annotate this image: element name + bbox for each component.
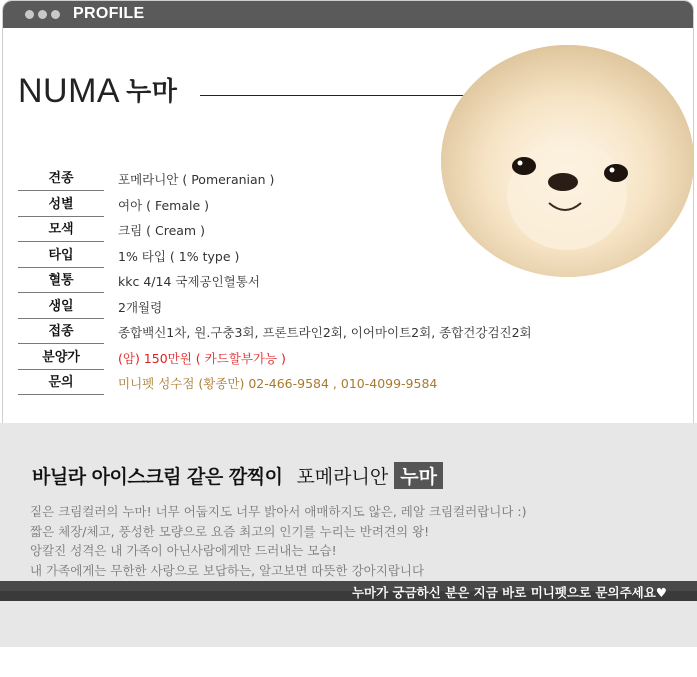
info-value: 크림 ( Cream ) — [118, 223, 205, 238]
info-value: kkc 4/14 국제공인혈통서 — [118, 274, 260, 289]
info-value: 포메라니안 ( Pomeranian ) — [118, 172, 275, 187]
info-row — [18, 296, 578, 322]
info-row — [18, 245, 578, 271]
header-label: PROFILE — [73, 5, 145, 22]
info-value: 여아 ( Female ) — [118, 197, 210, 213]
info-label: 생일 — [18, 296, 104, 319]
promo-headline-breed: 포메라니안 — [296, 466, 389, 488]
contact-banner — [0, 581, 697, 601]
info-value: 종합백신1차, 원.구충3회, 프론트라인2회, 이어마이트2회, 종합건강검진2회 — [118, 325, 532, 340]
info-label: 문의 — [18, 372, 104, 395]
promo-line: 앙칼진 성격은 내 가족이 아닌사람에게만 드러내는 모습! — [30, 543, 337, 559]
info-row — [18, 321, 578, 347]
dot-icon — [38, 10, 47, 19]
pet-name-title — [18, 72, 177, 111]
info-row — [18, 194, 578, 220]
info-label: 타입 — [18, 245, 104, 268]
promo-headline-tag: 누마 — [394, 462, 443, 489]
info-label: 혈통 — [18, 270, 104, 293]
info-row — [18, 372, 578, 398]
promo-headline — [32, 462, 443, 489]
info-label: 성별 — [18, 194, 104, 217]
window-dots — [25, 10, 60, 19]
contact-banner-text: 누마가 궁금하신 분은 지금 바로 미니펫으로 문의주세요♥ — [351, 585, 667, 600]
info-row — [18, 168, 578, 194]
dot-icon — [51, 10, 60, 19]
info-value: (암) 150만원 ( 카드할부가능 ) — [118, 350, 286, 366]
promo-line: 짙은 크림컬러의 누마! 너무 어둡지도 너무 밝아서 애매하지도 않은, 레알 크림컬러랍니다 :) — [30, 504, 527, 519]
dot-icon — [25, 10, 34, 19]
info-row — [18, 219, 578, 245]
promo-description — [30, 502, 670, 580]
info-label: 접종 — [18, 321, 104, 344]
info-value: 2개월령 — [118, 299, 163, 315]
info-label: 분양가 — [18, 347, 104, 370]
pet-name-kr: 누마 — [126, 77, 178, 107]
pet-name-en: NUMA — [18, 72, 121, 110]
info-table — [18, 168, 578, 398]
info-row — [18, 270, 578, 296]
info-label: 견종 — [18, 168, 104, 191]
header-bar — [3, 1, 693, 28]
promo-line: 짧은 체장/체고, 풍성한 모량으로 요즘 최고의 인기를 누리는 반려견의 왕! — [30, 523, 430, 539]
title-divider — [200, 95, 490, 96]
info-value: 1% 타입 ( 1% type ) — [118, 248, 240, 264]
info-label: 모색 — [18, 219, 104, 242]
promo-headline-bold: 바닐라 아이스크림 같은 깜찍이 — [32, 466, 283, 488]
promo-line: 내 가족에게는 무한한 사랑으로 보답하는, 알고보면 따뜻한 강아지랍니다 — [30, 562, 425, 578]
info-row — [18, 347, 578, 373]
info-value: 미니펫 성수점 (황종만) 02-466-9584 , 010-4099-9584 — [118, 376, 438, 391]
